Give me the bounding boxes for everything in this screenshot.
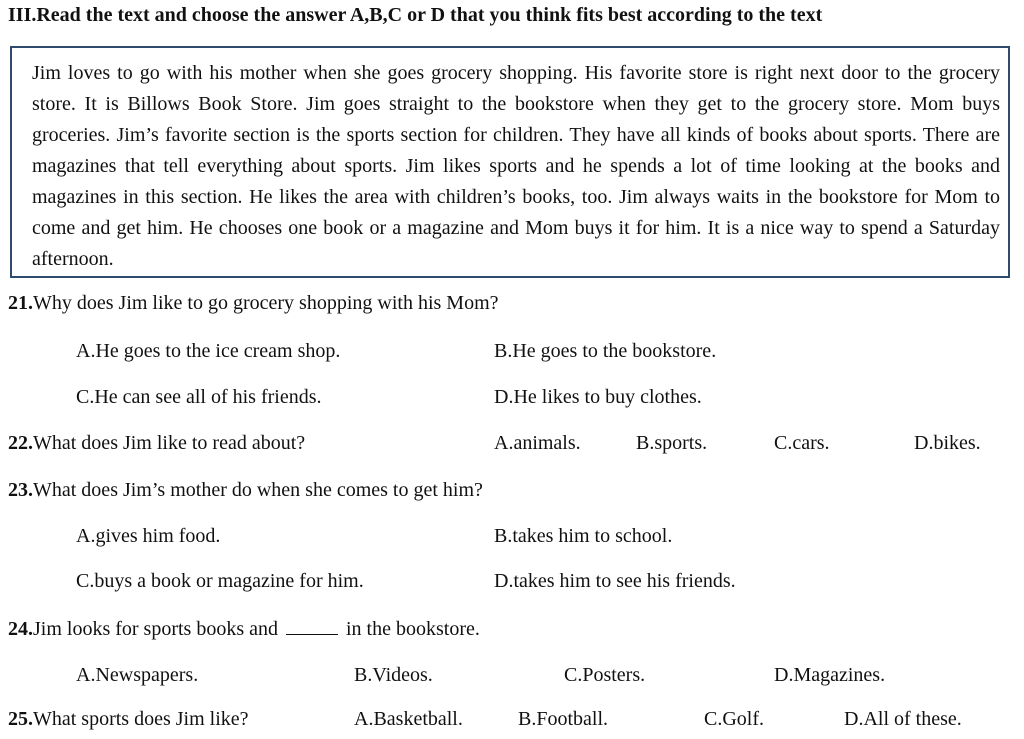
question-23 (8, 479, 483, 502)
q23-option-a[interactable]: A.gives him food. (76, 525, 221, 547)
question-number: 22. (8, 432, 33, 454)
section-heading: III.Read the text and choose the answer A,B,C or D that you think fits best according to the text (8, 4, 823, 26)
question-text-after: in the bookstore. (346, 618, 480, 640)
q25-option-a[interactable]: A.Basketball. (354, 708, 463, 730)
q21-option-b[interactable]: B.He goes to the bookstore. (494, 340, 717, 362)
q22-option-a[interactable]: A.animals. (494, 432, 581, 454)
reading-passage-text: Jim loves to go with his mother when she goes grocery shopping. His favorite store is right next door to the grocery store. It is Billows Book Store. Jim goes straight to the bookstore when they get to the grocery store. Mom buys groceries. Jim’s favorite section is the sports section for children. They have all kinds of books about sports. There are magazines that tell everything about sports. Jim likes sports and he spends a lot of time looking at the books and magazines in this section. He likes the area with children’s books, too. Jim always waits in the bookstore for Mom to come and get him. He chooses one book or a magazine and Mom buys it for him. It is a nice way to spend a Saturday afternoon. (32, 62, 1000, 270)
q25-option-d[interactable]: D.All of these. (844, 708, 962, 730)
q24-option-b[interactable]: B.Videos. (354, 664, 433, 686)
question-text-before: Jim looks for sports books and (33, 618, 278, 640)
q21-option-c[interactable]: C.He can see all of his friends. (76, 386, 322, 408)
q24-option-c[interactable]: C.Posters. (564, 664, 646, 686)
q25-option-c[interactable]: C.Golf. (704, 708, 764, 730)
q22-option-b[interactable]: B.sports. (636, 432, 708, 454)
question-number: 24. (8, 618, 33, 640)
q23-option-d[interactable]: D.takes him to see his friends. (494, 570, 736, 592)
reading-passage-box (10, 46, 1010, 278)
question-24 (8, 618, 480, 641)
q23-option-b[interactable]: B.takes him to school. (494, 525, 673, 547)
question-number: 23. (8, 479, 33, 501)
question-25 (8, 708, 249, 731)
q24-option-d[interactable]: D.Magazines. (774, 664, 886, 686)
q21-option-d[interactable]: D.He likes to buy clothes. (494, 386, 702, 408)
q24-option-a[interactable]: A.Newspapers. (76, 664, 199, 686)
question-text: Why does Jim like to go grocery shopping with his Mom? (33, 292, 499, 314)
question-22 (8, 432, 305, 455)
q25-option-b[interactable]: B.Football. (518, 708, 609, 730)
question-number: 25. (8, 708, 33, 730)
question-number: 21. (8, 292, 33, 314)
q23-option-c[interactable]: C.buys a book or magazine for him. (76, 570, 364, 592)
answer-blank (286, 633, 338, 635)
question-text: What sports does Jim like? (33, 708, 249, 730)
question-21 (8, 292, 499, 315)
q22-option-c[interactable]: C.cars. (774, 432, 830, 454)
question-text: What does Jim’s mother do when she comes to get him? (33, 479, 483, 501)
q21-option-a[interactable]: A.He goes to the ice cream shop. (76, 340, 341, 362)
question-text: What does Jim like to read about? (33, 432, 306, 454)
q22-option-d[interactable]: D.bikes. (914, 432, 981, 454)
